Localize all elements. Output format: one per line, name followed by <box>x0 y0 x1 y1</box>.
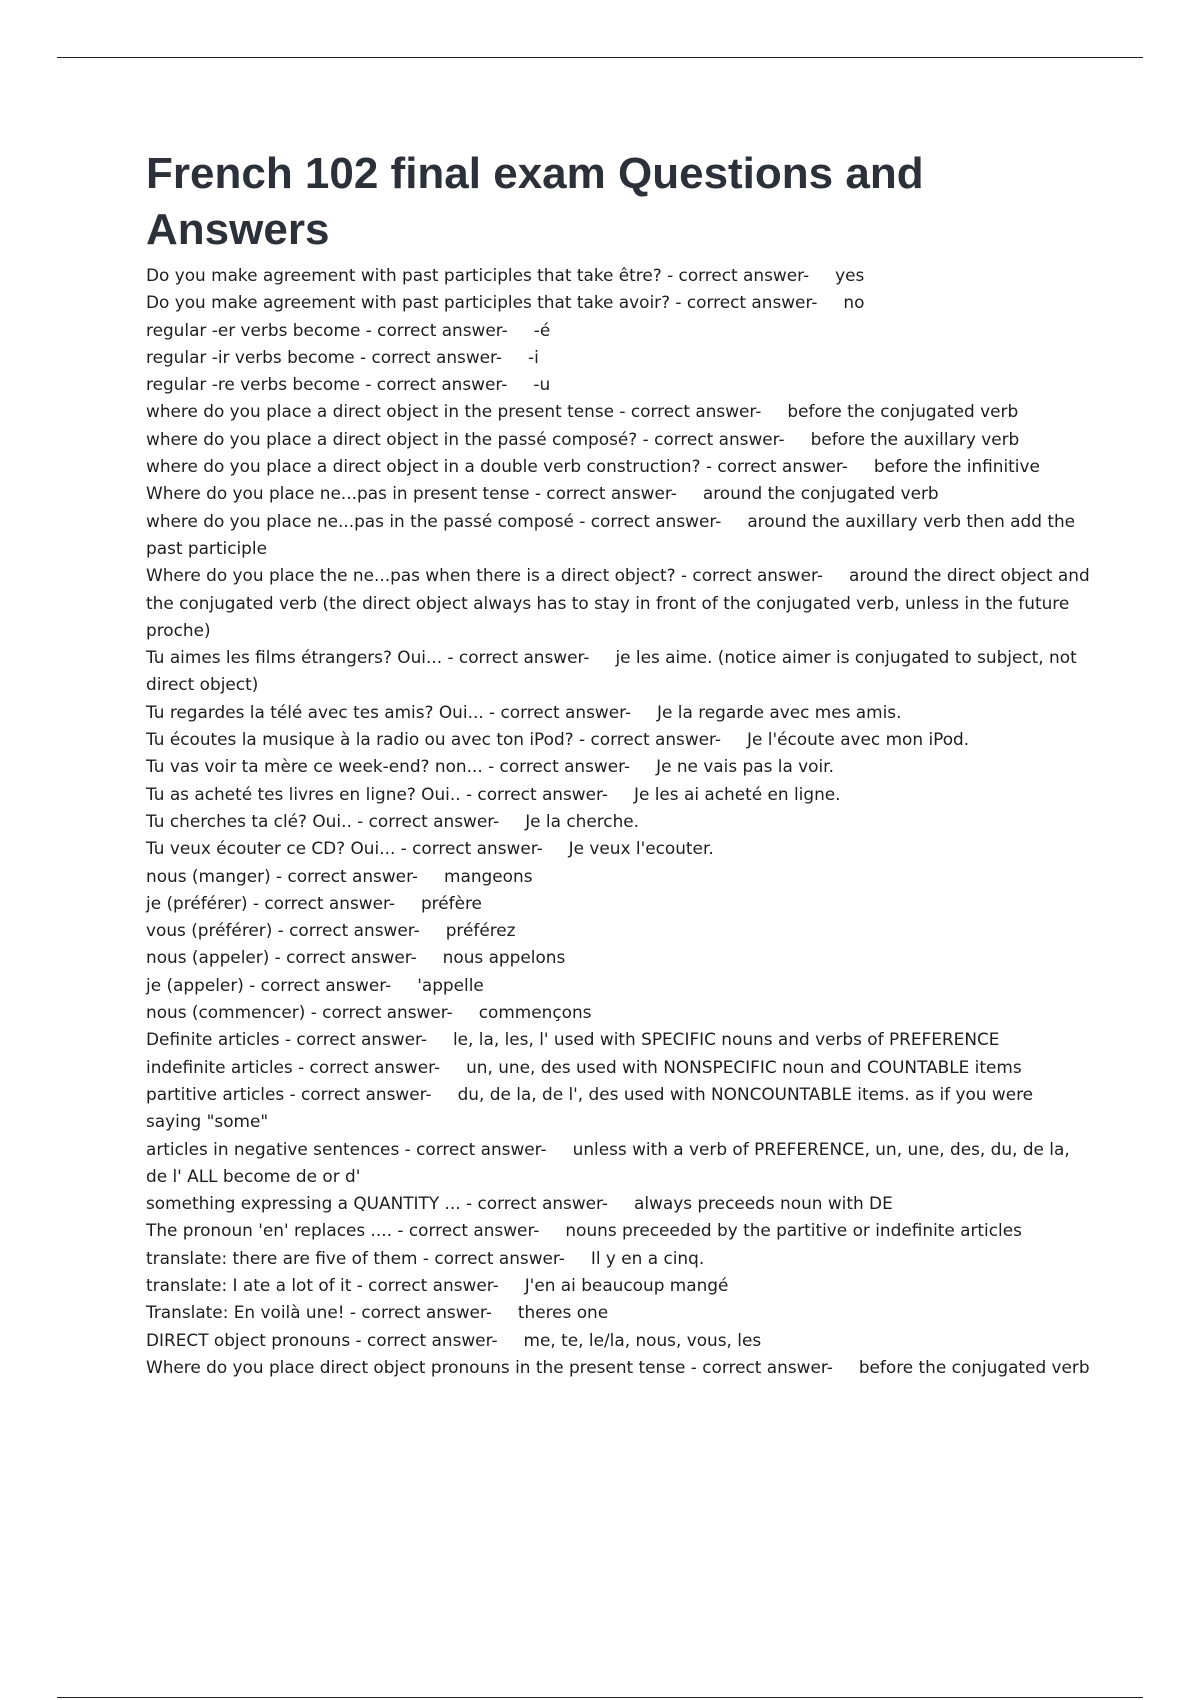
qa-item <box>146 972 1091 999</box>
qa-item <box>146 917 1091 944</box>
answer-text: nouns preceeded by the partitive or indefinite articles <box>565 1220 1022 1241</box>
question-text: Tu veux écouter ce CD? Oui... - correct answer- <box>146 838 543 859</box>
question-text: something expressing a QUANTITY ... - correct answer- <box>146 1193 609 1214</box>
answer-text: préfère <box>420 892 482 913</box>
qa-item <box>146 562 1091 644</box>
answer-text: before the conjugated verb <box>858 1356 1090 1377</box>
question-text: vous (préférer) - correct answer- <box>146 920 420 941</box>
question-text: indefinite articles - correct answer- <box>146 1056 441 1077</box>
question-text: Where do you place ne...pas in present tense - correct answer- <box>146 483 677 504</box>
answer-text: -é <box>533 319 551 340</box>
answer-text: Il y en a cinq. <box>590 1247 705 1268</box>
question-text: Definite articles - correct answer- <box>146 1029 427 1050</box>
question-text: articles in negative sentences - correct answer- <box>146 1138 547 1159</box>
question-text: regular -er verbs become - correct answer- <box>146 319 508 340</box>
question-text: The pronoun 'en' replaces .... - correct answer- <box>146 1220 540 1241</box>
question-text: Tu vas voir ta mère ce week-end? non... - correct answer- <box>146 756 631 777</box>
answer-text: Je les ai acheté en ligne. <box>633 783 841 804</box>
question-text: where do you place a direct object in a double verb construction? - correct answer- <box>146 456 848 477</box>
answer-text: Je la regarde avec mes amis. <box>657 701 902 722</box>
answer-text: theres one <box>517 1302 609 1323</box>
question-text: where do you place ne...pas in the passé composé - correct answer- <box>146 510 722 531</box>
qa-item <box>146 371 1091 398</box>
question-text: Translate: En voilà une! - correct answer- <box>146 1302 492 1323</box>
question-text: Where do you place the ne...pas when there is a direct object? - correct answer- <box>146 565 823 586</box>
answer-text: -u <box>533 374 551 395</box>
question-text: Tu as acheté tes livres en ligne? Oui.. - correct answer- <box>146 783 608 804</box>
top-rule <box>57 57 1143 58</box>
answer-text: before the conjugated verb <box>787 401 1019 422</box>
qa-item <box>146 317 1091 344</box>
qa-item <box>146 426 1091 453</box>
answer-text: Je l'écoute avec mon iPod. <box>747 729 970 750</box>
qa-list <box>146 262 1091 1381</box>
bottom-rule <box>57 1697 1143 1698</box>
qa-item <box>146 999 1091 1026</box>
answer-text: before the infinitive <box>873 456 1040 477</box>
answer-text: je les aime. (notice aimer is conjugated to subject, not direct object) <box>146 647 1077 695</box>
qa-item <box>146 289 1091 316</box>
answer-text: yes <box>835 265 865 285</box>
answer-text: commençons <box>478 1002 592 1023</box>
question-text: Do you make agreement with past participles that take être? - correct answer- <box>146 265 810 285</box>
qa-item <box>146 753 1091 780</box>
question-text: je (appeler) - correct answer- <box>146 974 392 995</box>
qa-item <box>146 1081 1091 1136</box>
question-text: partitive articles - correct answer- <box>146 1083 432 1104</box>
answer-text: un, une, des used with NONSPECIFIC noun and COUNTABLE items <box>466 1056 1022 1077</box>
qa-item <box>146 453 1091 480</box>
answer-text: me, te, le/la, nous, vous, les <box>523 1329 762 1350</box>
question-text: translate: there are five of them - correct answer- <box>146 1247 565 1268</box>
document-title: French 102 final exam Questions and Answers <box>146 149 924 254</box>
qa-item <box>146 890 1091 917</box>
answer-text: no <box>843 292 865 313</box>
question-text: where do you place a direct object in the present tense - correct answer- <box>146 401 762 422</box>
qa-item <box>146 1136 1091 1191</box>
answer-text: Je la cherche. <box>525 810 640 831</box>
question-text: Tu aimes les films étrangers? Oui... - correct answer- <box>146 647 590 668</box>
qa-item <box>146 835 1091 862</box>
qa-item <box>146 1245 1091 1272</box>
question-text: Do you make agreement with past participles that take avoir? - correct answer- <box>146 292 818 313</box>
qa-item <box>146 644 1091 699</box>
qa-item <box>146 508 1091 563</box>
answer-text: nous appelons <box>442 947 566 968</box>
qa-item <box>146 480 1091 507</box>
answer-text: le, la, les, l' used with SPECIFIC nouns and verbs of PREFERENCE <box>452 1029 1000 1050</box>
question-text: regular -re verbs become - correct answer- <box>146 374 508 395</box>
question-text: nous (manger) - correct answer- <box>146 865 419 886</box>
qa-item <box>146 344 1091 371</box>
document-body <box>146 146 1091 1381</box>
answer-text: 'appelle <box>417 974 484 995</box>
answer-text: du, de la, de l', des used with NONCOUNTABLE items. as if you were saying "some" <box>146 1083 1034 1132</box>
question-text: je (préférer) - correct answer- <box>146 892 395 913</box>
answer-text: around the auxillary verb then add the past participle <box>146 510 1076 558</box>
qa-item <box>146 699 1091 726</box>
question-text: nous (commencer) - correct answer- <box>146 1002 453 1023</box>
answer-text: always preceeds noun with DE <box>634 1193 893 1214</box>
answer-text: unless with a verb of PREFERENCE, un, une, des, du, de la, de l' ALL become de or d' <box>146 1138 1070 1186</box>
qa-item <box>146 1272 1091 1299</box>
qa-item <box>146 781 1091 808</box>
qa-item <box>146 1190 1091 1217</box>
qa-item <box>146 863 1091 890</box>
qa-item <box>146 1026 1091 1053</box>
qa-item <box>146 808 1091 835</box>
qa-item <box>146 1217 1091 1244</box>
answer-text: Je ne vais pas la voir. <box>656 756 834 777</box>
qa-item <box>146 944 1091 971</box>
question-text: where do you place a direct object in the passé composé? - correct answer- <box>146 428 785 449</box>
answer-text: before the auxillary verb <box>810 428 1020 449</box>
answer-text: mangeons <box>444 865 533 886</box>
qa-item <box>146 1299 1091 1326</box>
answer-text: préférez <box>445 920 516 941</box>
answer-text: around the conjugated verb <box>702 483 939 504</box>
question-text: Tu regardes la télé avec tes amis? Oui... - correct answer- <box>146 701 632 722</box>
question-text: translate: I ate a lot of it - correct answer- <box>146 1274 499 1295</box>
question-text: DIRECT object pronouns - correct answer- <box>146 1329 498 1350</box>
question-text: Tu cherches ta clé? Oui.. - correct answer- <box>146 810 500 831</box>
qa-item <box>146 398 1091 425</box>
answer-text: Je veux l'ecouter. <box>568 838 714 859</box>
question-text: Where do you place direct object pronouns in the present tense - correct answer- <box>146 1356 833 1377</box>
question-text: Tu écoutes la musique à la radio ou avec ton iPod? - correct answer- <box>146 729 722 750</box>
answer-text: -i <box>528 346 539 367</box>
question-text: regular -ir verbs become - correct answer- <box>146 346 503 367</box>
answer-text: around the direct object and the conjugated verb (the direct object always has to stay in front of the conjugated verb, unless in the future proche) <box>146 565 1090 640</box>
qa-item <box>146 1354 1091 1381</box>
qa-item <box>146 1054 1091 1081</box>
question-text: nous (appeler) - correct answer- <box>146 947 417 968</box>
answer-text: J'en ai beaucoup mangé <box>524 1274 729 1295</box>
qa-item <box>146 262 1091 289</box>
qa-item <box>146 1327 1091 1354</box>
qa-item <box>146 726 1091 753</box>
